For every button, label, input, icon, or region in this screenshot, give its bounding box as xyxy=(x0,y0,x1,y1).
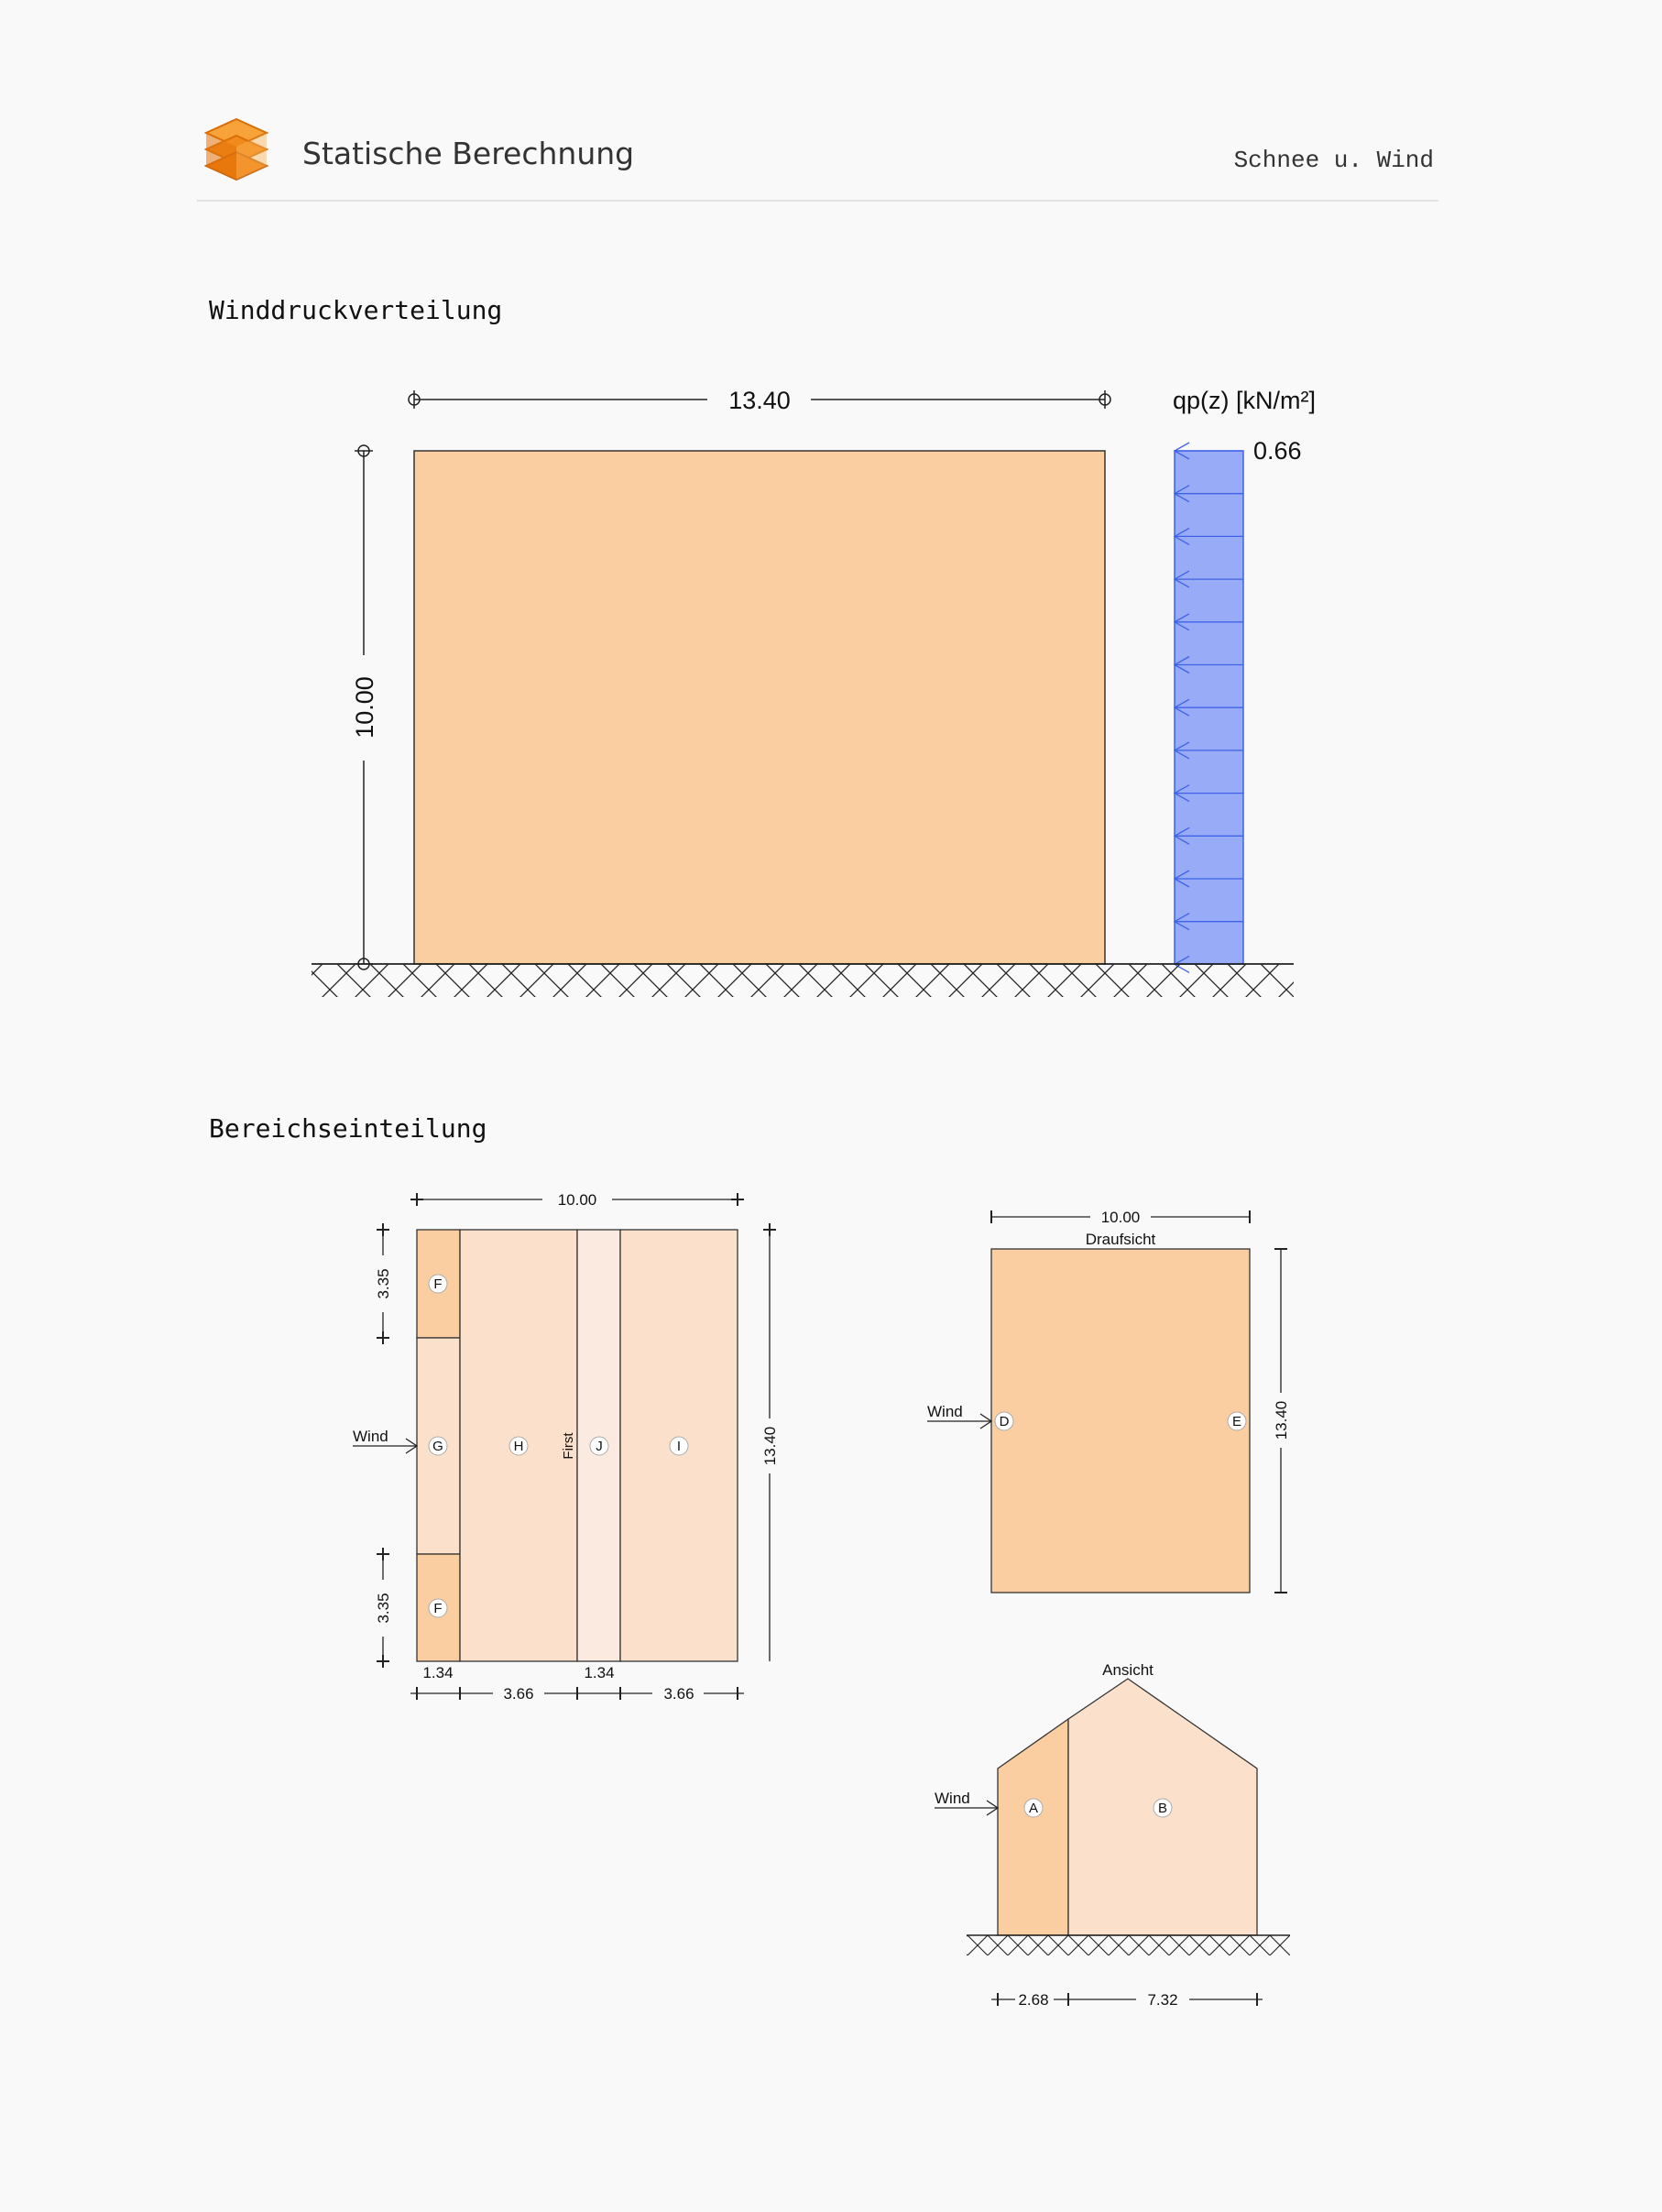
bottom-dim-2: 1.34 xyxy=(584,1664,615,1681)
zone-marker-d xyxy=(995,1412,1013,1430)
pressure-value: 0.66 xyxy=(1253,437,1302,465)
zone-marker-a xyxy=(1024,1799,1043,1817)
plan-length-dimension: 13.40 xyxy=(761,1426,779,1466)
wall-elevation xyxy=(414,451,1105,964)
svg-text:B: B xyxy=(1157,1801,1168,1816)
svg-text:J: J xyxy=(596,1439,603,1454)
svg-text:G: G xyxy=(432,1439,443,1454)
zone-a xyxy=(998,1719,1068,1935)
zone-marker-g xyxy=(429,1437,447,1455)
elevation-drawing xyxy=(935,1661,1290,2009)
bottom-dim-4: 3.66 xyxy=(663,1685,694,1703)
elevation-wind-label: Wind xyxy=(935,1790,970,1807)
document-topic: Schnee u. Wind xyxy=(1233,147,1434,174)
section-title-wind-pressure: Winddruckverteilung xyxy=(209,295,503,325)
bottom-dim-1: 1.34 xyxy=(422,1664,454,1681)
top-view-drawing xyxy=(927,1209,1290,1593)
top-view-width-dimension: 10.00 xyxy=(1100,1209,1141,1226)
plan-width-dimension: 10.00 xyxy=(557,1191,597,1209)
svg-text:H: H xyxy=(513,1439,524,1454)
roof-zone-plan xyxy=(353,1191,779,1703)
svg-text:F: F xyxy=(433,1601,443,1616)
top-view-length-dimension: 13.40 xyxy=(1273,1400,1290,1440)
pressure-unit-label: qp(z) [kN/m²] xyxy=(1173,387,1317,414)
dimension-width: 13.40 xyxy=(728,387,791,414)
top-view-wind-label: Wind xyxy=(927,1403,963,1420)
document-title: Statische Berechnung xyxy=(302,136,635,171)
svg-text:A: A xyxy=(1028,1801,1039,1816)
svg-text:F: F xyxy=(433,1276,443,1292)
top-view-area xyxy=(991,1249,1250,1593)
top-view-title: Draufsicht xyxy=(1085,1231,1156,1248)
zone-marker-b xyxy=(1154,1799,1172,1817)
wind-label: Wind xyxy=(353,1428,388,1445)
bottom-dim-3: 3.66 xyxy=(503,1685,534,1703)
ground-hatch xyxy=(312,964,1294,997)
svg-text:D: D xyxy=(999,1414,1010,1429)
zone-marker-j xyxy=(590,1437,608,1455)
elevation-dim-1: 2.68 xyxy=(1018,1991,1049,2009)
edge-dimension-bottom: 3.35 xyxy=(375,1593,392,1624)
wind-pressure-drawing xyxy=(312,387,1316,997)
elevation-dim-2: 7.32 xyxy=(1147,1991,1178,2009)
zone-marker-h xyxy=(509,1437,528,1455)
zone-marker-i xyxy=(670,1437,688,1455)
ridge-label: First xyxy=(561,1432,576,1460)
elevation-ground-hatch xyxy=(967,1935,1290,1955)
svg-text:E: E xyxy=(1231,1414,1242,1429)
elevation-title: Ansicht xyxy=(1102,1661,1154,1679)
section-title-zone-division: Bereichseinteilung xyxy=(209,1113,487,1144)
zone-marker-e xyxy=(1228,1412,1246,1430)
zone-marker-f-top xyxy=(429,1275,447,1293)
dimension-height: 10.00 xyxy=(351,676,378,739)
svg-text:I: I xyxy=(676,1439,682,1454)
zone-marker-f-bottom xyxy=(429,1599,447,1617)
edge-dimension-top: 3.35 xyxy=(375,1268,392,1299)
